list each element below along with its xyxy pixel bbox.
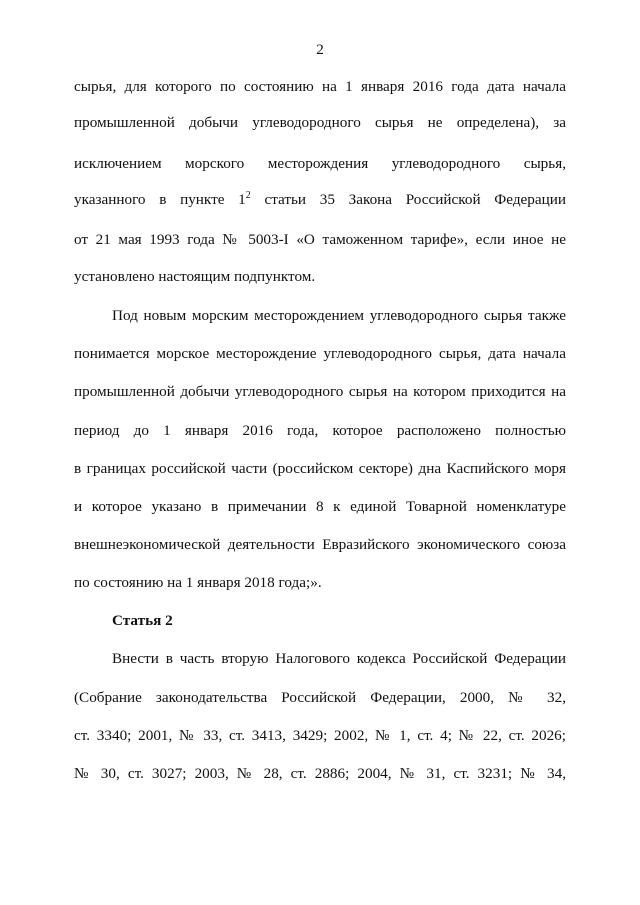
text-line: по состоянию на 1 января 2018 года;». xyxy=(74,574,322,591)
text-line: (Собрание законодательства Российской Федерации, 2000, № 32, xyxy=(74,689,566,706)
text-line: Внести в часть вторую Налогового кодекса Российской Федерации xyxy=(112,650,566,667)
superscript: 2 xyxy=(245,189,251,201)
text-line: в границах российской части (российском секторе) дна Каспийского моря xyxy=(74,460,566,477)
text-fragment: указанного в пункте 1 xyxy=(74,191,246,208)
text-line: промышленной добычи углеводородного сырья не определена), за xyxy=(74,114,566,131)
text-line: установлено настоящим подпунктом. xyxy=(74,268,316,285)
page-number: 2 xyxy=(316,41,324,58)
text-line: сырья, для которого по состоянию на 1 января 2016 года дата начала xyxy=(74,78,566,95)
text-line: внешнеэкономической деятельности Евразийского экономического союза xyxy=(74,536,566,553)
article-heading: Статья 2 xyxy=(112,612,173,629)
text-line: от 21 мая 1993 года № 5003-I «О таможенном тарифе», если иное не xyxy=(74,231,566,248)
text-line: исключением морского месторождения углеводородного сырья, xyxy=(74,155,566,172)
text-line: понимается морское месторождение углеводородного сырья, дата начала xyxy=(74,345,566,362)
text-line: и которое указано в примечании 8 к единой Товарной номенклатуре xyxy=(74,498,566,515)
text-line-with-superscript xyxy=(74,191,566,209)
text-line: период до 1 января 2016 года, которое расположено полностью xyxy=(74,422,566,439)
text-fragment: статьи 35 Закона Российской Федерации xyxy=(250,191,567,208)
text-line: № 30, ст. 3027; 2003, № 28, ст. 2886; 2004, № 31, ст. 3231; № 34, xyxy=(74,765,566,782)
text-line: Под новым морским месторождением углеводородного сырья также xyxy=(112,307,566,324)
text-line: ст. 3340; 2001, № 33, ст. 3413, 3429; 2002, № 1, ст. 4; № 22, ст. 2026; xyxy=(74,727,566,744)
text-line: промышленной добычи углеводородного сырья на котором приходится на xyxy=(74,383,566,400)
